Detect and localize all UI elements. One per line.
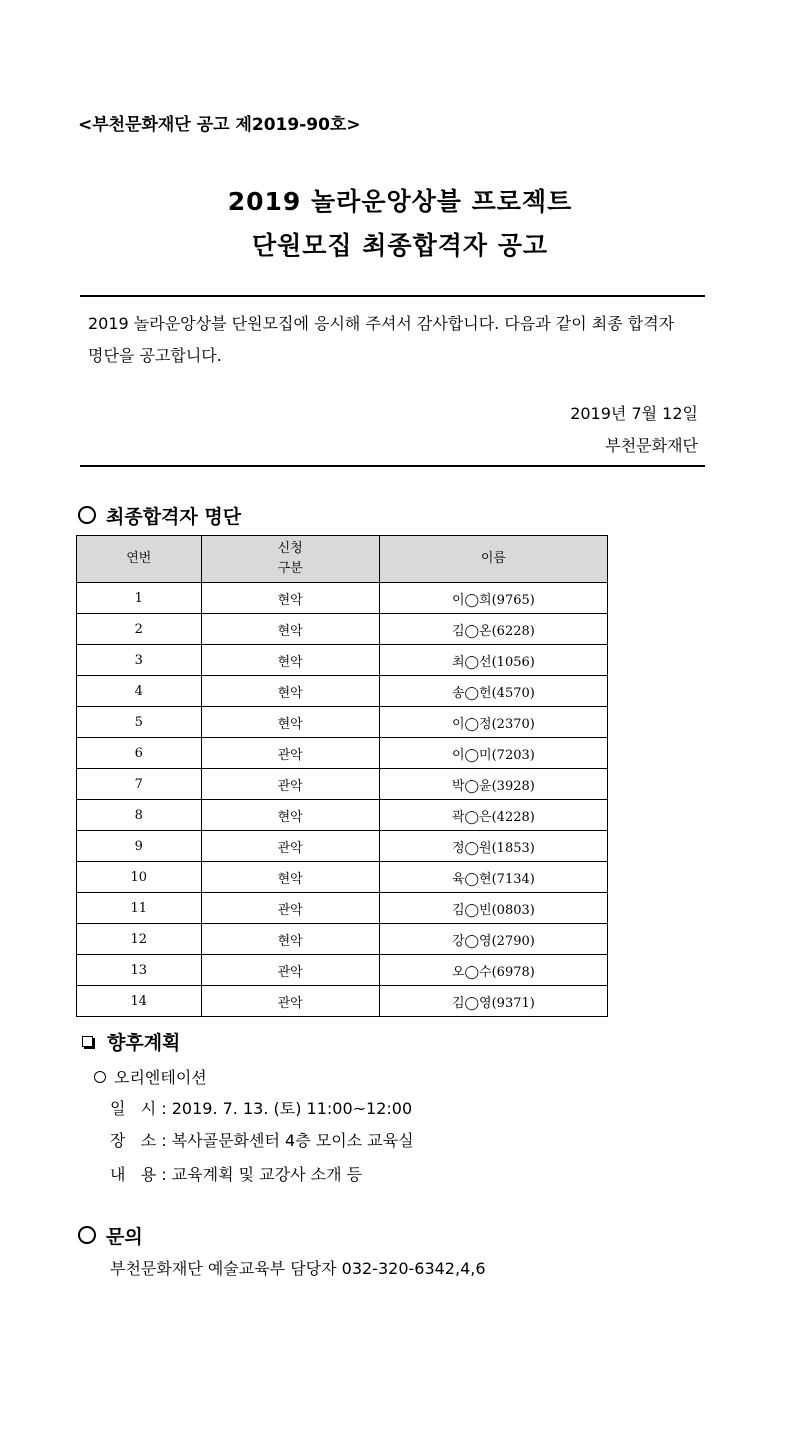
contact-section-heading (78, 1222, 143, 1249)
row-category-cell: 관악 (201, 769, 379, 800)
row-category-cell: 현악 (201, 676, 379, 707)
table-row (77, 676, 608, 707)
header-category-line1: 신청 (277, 541, 303, 556)
row-no-cell: 6 (77, 738, 202, 769)
table-row (77, 986, 608, 1017)
row-name-cell: 곽◯은(4228) (379, 800, 607, 831)
orientation-schedule: 일 시 : 2019. 7. 13. (토) 11:00~12:00 (110, 1099, 413, 1118)
roster-section-heading (78, 502, 241, 529)
row-name-cell: 이◯정(2370) (379, 707, 607, 738)
page-subtitle: 단원모집 최종합격자 공고 (251, 231, 549, 260)
table-row (77, 707, 608, 738)
row-name-cell: 박◯윤(3928) (379, 769, 607, 800)
row-category-cell: 관악 (201, 738, 379, 769)
row-name-cell: 이◯미(7203) (379, 738, 607, 769)
table-row (77, 955, 608, 986)
row-category-cell: 관악 (201, 955, 379, 986)
row-no-cell: 12 (77, 924, 202, 955)
intro-text: 2019 놀라운앙상블 단원모집에 응시해 주셔서 감사합니다. 다음과 같이 최종 합격자 명단을 공고합니다. (88, 314, 675, 365)
row-category-cell: 현악 (201, 645, 379, 676)
plan-section-heading (78, 1028, 180, 1055)
row-name-cell: 최◯선(1056) (379, 645, 607, 676)
table-row (77, 800, 608, 831)
row-category-cell: 관악 (201, 986, 379, 1017)
row-name-cell: 이◯희(9765) (379, 583, 607, 614)
row-category-cell: 현악 (201, 924, 379, 955)
small-circle-bullet-icon (94, 1071, 106, 1083)
notice-number: <부천문화재단 공고 제2019-90호> (78, 115, 361, 135)
page-title: 2019 놀라운앙상블 프로젝트 (227, 187, 573, 216)
orientation-content: 내 용 : 교육계획 및 교강사 소개 등 (110, 1165, 363, 1184)
orientation-label: 오리엔테이션 (114, 1068, 207, 1087)
table-row (77, 769, 608, 800)
row-category-cell: 관악 (201, 893, 379, 924)
row-no-cell: 4 (77, 676, 202, 707)
issuing-organization: 부천문화재단 (605, 436, 698, 455)
roster-body (77, 583, 608, 1017)
row-no-cell: 3 (77, 645, 202, 676)
row-name-cell: 육◯현(7134) (379, 862, 607, 893)
table-row (77, 583, 608, 614)
row-no-cell: 14 (77, 986, 202, 1017)
header-name: 이름 (379, 536, 607, 583)
top-divider (80, 295, 705, 297)
bottom-divider (80, 465, 705, 467)
row-name-cell: 정◯원(1853) (379, 831, 607, 862)
roster-heading-text: 최종합격자 명단 (106, 506, 242, 528)
row-no-cell: 10 (77, 862, 202, 893)
row-name-cell: 김◯빈(0803) (379, 893, 607, 924)
row-name-cell: 오◯수(6978) (379, 955, 607, 986)
row-name-cell: 김◯온(6228) (379, 614, 607, 645)
table-row (77, 614, 608, 645)
row-category-cell: 현악 (201, 707, 379, 738)
table-row (77, 893, 608, 924)
plan-heading-text: 향후계획 (107, 1032, 181, 1054)
contact-heading-text: 문의 (106, 1226, 143, 1248)
orientation-item (94, 1065, 207, 1088)
orientation-place: 장 소 : 복사골문화센터 4층 모이소 교육실 (110, 1131, 414, 1150)
row-no-cell: 11 (77, 893, 202, 924)
header-category (201, 536, 379, 583)
circle-bullet-icon (78, 1226, 96, 1244)
row-no-cell: 7 (77, 769, 202, 800)
row-category-cell: 현악 (201, 800, 379, 831)
row-name-cell: 강◯영(2790) (379, 924, 607, 955)
row-category-cell: 현악 (201, 614, 379, 645)
contact-text: 부천문화재단 예술교육부 담당자 032-320-6342,4,6 (110, 1259, 486, 1278)
header-no: 연번 (77, 536, 202, 583)
table-row (77, 862, 608, 893)
table-row (77, 645, 608, 676)
row-no-cell: 13 (77, 955, 202, 986)
header-category-line2: 구분 (277, 561, 303, 576)
row-category-cell: 현악 (201, 583, 379, 614)
roster-header-row (77, 536, 608, 583)
row-name-cell: 김◯영(9371) (379, 986, 607, 1017)
row-category-cell: 현악 (201, 862, 379, 893)
row-no-cell: 2 (77, 614, 202, 645)
table-row (77, 831, 608, 862)
square-bullet-icon (82, 1036, 93, 1047)
row-no-cell: 8 (77, 800, 202, 831)
notice-date: 2019년 7월 12일 (570, 404, 698, 423)
row-no-cell: 5 (77, 707, 202, 738)
row-no-cell: 1 (77, 583, 202, 614)
table-row (77, 924, 608, 955)
row-name-cell: 송◯헌(4570) (379, 676, 607, 707)
circle-bullet-icon (78, 506, 96, 524)
row-no-cell: 9 (77, 831, 202, 862)
row-category-cell: 관악 (201, 831, 379, 862)
table-row (77, 738, 608, 769)
roster-table (76, 535, 608, 1017)
